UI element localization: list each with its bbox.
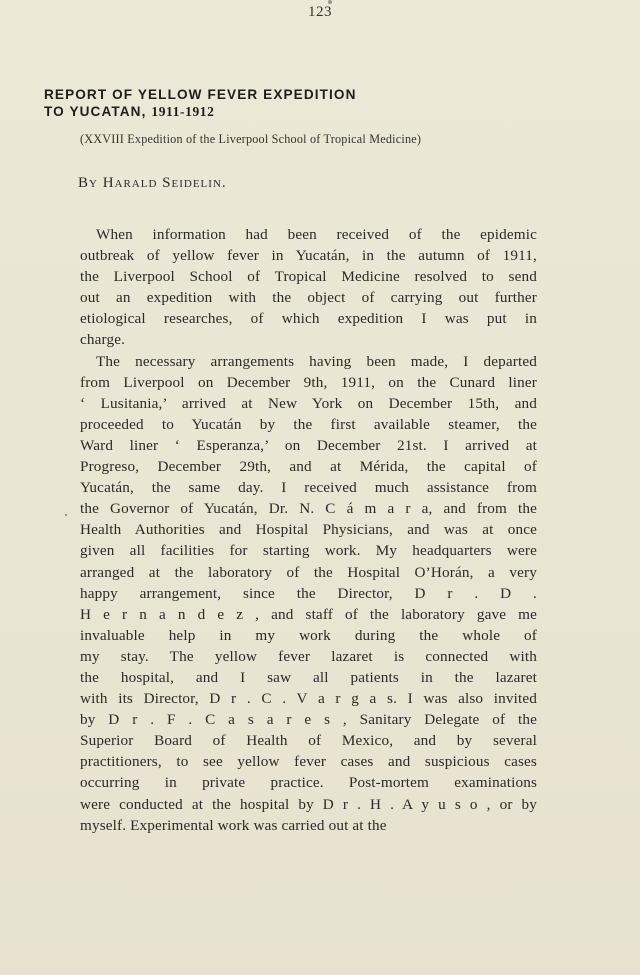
body-line: were conducted at the hospital by D r . H . A y u s o , or by bbox=[80, 795, 537, 813]
title-line-2 bbox=[44, 103, 356, 120]
body-line: Health Authorities and Hospital Physicians, and was at once bbox=[80, 521, 537, 539]
body-line: the Governor of Yucatán, Dr. N. C á m a r a, and from the bbox=[80, 500, 537, 518]
body-line: etiological researches, of which expedition I was put in bbox=[80, 310, 537, 328]
body-line: happy arrangement, since the Director, D r . D . bbox=[80, 584, 537, 602]
author-byline: By Harald Seidelin. bbox=[78, 175, 227, 191]
body-line: H e r n a n d e z , and staff of the laboratory gave me bbox=[80, 605, 537, 623]
body-line: with its Director, D r . C . V a r g a s. I was also invited bbox=[80, 690, 537, 708]
body-line: outbreak of yellow fever in Yucatán, in the autumn of 1911, bbox=[80, 247, 537, 265]
body-line: out an expedition with the object of carrying out further bbox=[80, 289, 537, 307]
body-line: occurring in private practice. Post-mortem examinations bbox=[80, 774, 537, 792]
page-number: 123 bbox=[308, 4, 332, 20]
body-line: invaluable help in my work during the whole of bbox=[80, 626, 537, 644]
title-years: 1911-1912 bbox=[151, 104, 215, 119]
body-line: Ward liner ‘ Esperanza,’ on December 21st. I arrived at bbox=[80, 436, 537, 454]
body-line: practitioners, to see yellow fever cases and suspicious cases bbox=[80, 753, 537, 771]
body-line: Yucatán, the same day. I received much assistance from bbox=[80, 479, 537, 497]
title-line-2-prefix: TO YUCATAN, bbox=[44, 104, 152, 119]
body-line: arranged at the laboratory of the Hospital O’Horán, a very bbox=[80, 563, 537, 581]
report-title bbox=[44, 86, 356, 120]
body-line: ‘ Lusitania,’ arrived at New York on December 15th, and bbox=[80, 394, 537, 412]
body-line: my stay. The yellow fever lazaret is connected with bbox=[80, 647, 537, 665]
body-line: the Liverpool School of Tropical Medicine resolved to send bbox=[80, 268, 537, 286]
body-line: the hospital, and I saw all patients in the lazaret bbox=[80, 668, 537, 686]
body-line: proceeded to Yucatán by the first available steamer, the bbox=[80, 415, 537, 433]
body-line: charge. bbox=[80, 331, 126, 349]
title-line-1: REPORT OF YELLOW FEVER EXPEDITION bbox=[44, 87, 357, 102]
body-line: Progreso, December 29th, and at Mérida, the capital of bbox=[80, 458, 537, 476]
body-line: by D r . F . C a s a r e s , Sanitary Delegate of the bbox=[80, 711, 537, 729]
margin-speck bbox=[65, 514, 67, 516]
body-line: The necessary arrangements having been made, I departed bbox=[96, 352, 537, 370]
body-line: from Liverpool on December 9th, 1911, on the Cunard liner bbox=[80, 373, 537, 391]
report-body bbox=[80, 224, 537, 836]
expedition-subtitle: (XXVIII Expedition of the Liverpool School of Tropical Medicine) bbox=[80, 132, 422, 146]
body-line: given all facilities for starting work. My headquarters were bbox=[80, 542, 537, 560]
body-line: Superior Board of Health of Mexico, and by several bbox=[80, 732, 537, 750]
body-line: When information had been received of the epidemic bbox=[96, 226, 537, 243]
body-line: myself. Experimental work was carried out at the bbox=[80, 816, 387, 834]
